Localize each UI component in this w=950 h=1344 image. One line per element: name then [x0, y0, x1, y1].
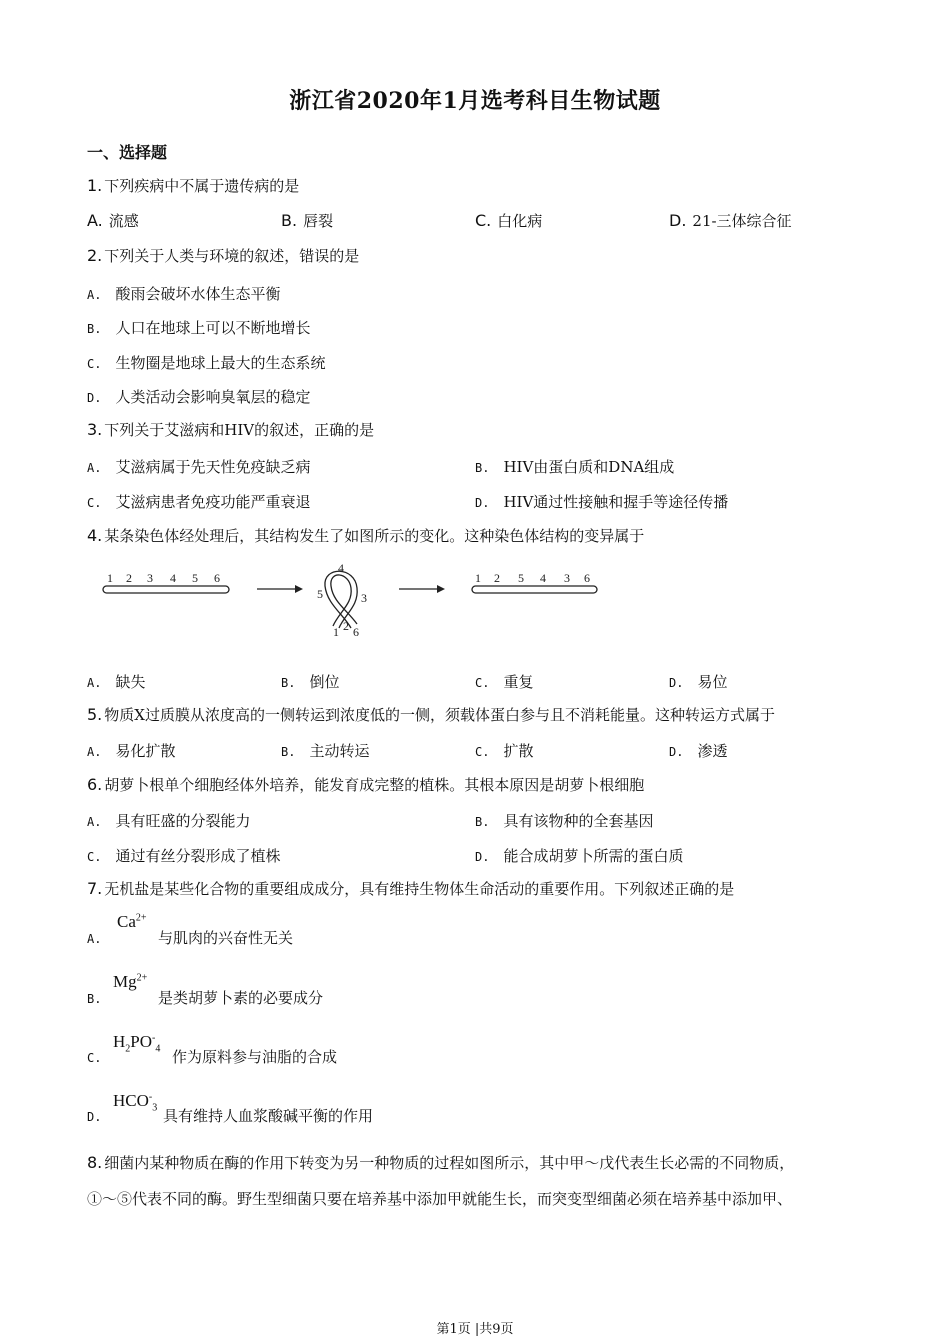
gene-label: 2 [343, 619, 349, 633]
option-letter: D. [475, 850, 490, 864]
q2-option-a [87, 283, 280, 304]
gene-label: 3 [361, 591, 367, 605]
question-number: 1. [87, 176, 103, 195]
option-letter: A. [87, 676, 102, 690]
option-text: 具有该物种的全套基因 [503, 812, 654, 830]
option-letter: C. [87, 357, 102, 371]
gene-label: 5 [192, 571, 198, 585]
chromosome-loop [317, 561, 367, 638]
option-text: 白化病 [497, 212, 543, 230]
option-text: 重复 [503, 673, 534, 691]
q1-option-d [669, 210, 792, 231]
section-heading: 一、选择题 [87, 143, 168, 162]
q5-option-b [281, 740, 369, 761]
gene-label: 1 [475, 571, 481, 585]
q4-option-b [281, 671, 339, 692]
gene-label: 4 [170, 571, 176, 585]
option-letter: D. [669, 211, 687, 230]
question-5 [87, 704, 775, 725]
q1-option-c [475, 210, 542, 231]
q4-option-a [87, 671, 145, 692]
q5-option-a [87, 740, 175, 761]
q7-option-b-text: 是类胡萝卜素的必要成分 [158, 989, 324, 1007]
option-text: 易位 [697, 673, 728, 691]
option-text: 扩散 [503, 742, 534, 760]
option-letter: A. [87, 745, 102, 759]
q1-option-a [87, 210, 139, 231]
option-text: HIV由蛋白质和DNA组成 [503, 458, 675, 476]
question-7 [87, 878, 734, 899]
gene-label: 1 [107, 571, 113, 585]
q3-option-b [475, 456, 674, 477]
q4-option-c [475, 671, 533, 692]
question-1 [87, 175, 299, 196]
q7-option-d-text: 具有维持人血浆酸碱平衡的作用 [163, 1107, 374, 1125]
option-text: HIV通过性接触和握手等途径传播 [503, 493, 729, 511]
option-letter: B. [475, 461, 490, 475]
option-text: 易化扩散 [115, 742, 176, 760]
q7-option-a-text: 与肌肉的兴奋性无关 [158, 929, 294, 947]
option-text: 唇裂 [303, 212, 334, 230]
q7-option-c-letter: C. [87, 1051, 102, 1065]
option-letter: B. [281, 211, 298, 230]
q6-option-c [87, 845, 280, 866]
gene-label: 1 [333, 625, 339, 638]
bicarbonate-formula: $HCO^-_3$ [113, 1091, 158, 1114]
formula-base: Mg [113, 972, 137, 991]
option-letter: D. [475, 496, 490, 510]
question-stem: 无机盐是某些化合物的重要组成成分，具有维持生物体生命活动的重要作用。下列叙述正确的是 [104, 880, 735, 898]
chromosome-inversion-diagram [95, 558, 615, 638]
q6-option-d [475, 845, 683, 866]
gene-label: 2 [494, 571, 500, 585]
option-text: 能合成胡萝卜所需的蛋白质 [503, 847, 684, 865]
option-letter: A. [87, 461, 102, 475]
formula-sup: 2+ [136, 972, 148, 984]
calcium-ion-formula [117, 912, 147, 932]
option-letter: A. [87, 815, 102, 829]
question-stem-line-1: 细菌内某种物质在酶的作用下转变为另一种物质的过程如图所示，其中甲～戊代表生长必需的不同物质， [104, 1154, 795, 1172]
option-text: 渗透 [697, 742, 728, 760]
gene-label: 3 [564, 571, 570, 585]
option-text: 21-三体综合征 [692, 212, 792, 230]
option-letter: A. [87, 211, 103, 230]
option-text: 主动转运 [309, 742, 370, 760]
q7-option-a-letter: A. [87, 932, 102, 946]
formula-base: Ca [117, 912, 136, 931]
question-stem: 下列关于人类与环境的叙述，错误的是 [104, 247, 360, 265]
question-number: 3. [87, 420, 103, 439]
option-text: 流感 [108, 212, 139, 230]
gene-label: 2 [126, 571, 132, 585]
question-number: 5. [87, 705, 103, 724]
question-2 [87, 245, 359, 266]
q7-option-d-letter: D. [87, 1110, 102, 1124]
option-letter: B. [87, 322, 102, 336]
gene-label: 5 [317, 587, 323, 601]
q3-option-a [87, 456, 310, 477]
q7-option-b-letter: B. [87, 992, 102, 1006]
formula-sup: 2+ [135, 912, 147, 924]
option-text: 酸雨会破坏水体生态平衡 [115, 285, 281, 303]
q1-option-b [281, 210, 333, 231]
page-footer: 第1页 |共9页 [436, 1322, 514, 1337]
question-number: 8. [87, 1153, 103, 1172]
option-letter: C. [87, 496, 102, 510]
option-letter: B. [281, 745, 296, 759]
q2-option-b [87, 317, 310, 338]
dihydrogen-phosphate-formula: $H_2PO^-_4$ [113, 1032, 161, 1055]
option-text: 缺失 [115, 673, 146, 691]
question-number: 7. [87, 879, 103, 898]
arrow-right-icon [257, 585, 303, 593]
magnesium-ion-formula [113, 972, 147, 992]
question-stem: 下列关于艾滋病和HIV的叙述，正确的是 [104, 421, 375, 439]
option-letter: D. [87, 391, 102, 405]
q5-option-c [475, 740, 533, 761]
option-letter: A. [87, 288, 102, 302]
question-3 [87, 419, 374, 440]
option-letter: D. [669, 676, 684, 690]
gene-label: 3 [147, 571, 153, 585]
gene-label: 4 [540, 571, 546, 585]
question-6 [87, 774, 644, 795]
option-text: 艾滋病属于先天性免疫缺乏病 [115, 458, 311, 476]
question-number: 6. [87, 775, 103, 794]
option-letter: B. [475, 815, 490, 829]
option-text: 人口在地球上可以不断地增长 [115, 319, 311, 337]
q7-option-c-text: 作为原料参与油脂的合成 [172, 1048, 338, 1066]
gene-label: 5 [518, 571, 524, 585]
option-text: 通过有丝分裂形成了植株 [115, 847, 281, 865]
option-text: 艾滋病患者免疫功能严重衰退 [115, 493, 311, 511]
option-text: 具有旺盛的分裂能力 [115, 812, 251, 830]
option-text: 生物圈是地球上最大的生态系统 [115, 354, 326, 372]
question-number: 4. [87, 526, 103, 545]
question-8-line-2: ①～⑤代表不同的酶。野生型细菌只要在培养基中添加甲就能生长，而突变型细菌必须在培养基中添加甲、 [87, 1190, 793, 1208]
option-text: 倒位 [309, 673, 340, 691]
question-stem: 物质X过质膜从浓度高的一侧转运到浓度低的一侧，须载体蛋白参与且不消耗能量。这种转运方式属于 [104, 706, 775, 724]
q6-option-a [87, 810, 250, 831]
question-stem: 某条染色体经处理后，其结构发生了如图所示的变化。这种染色体结构的变异属于 [104, 527, 645, 545]
option-letter: B. [281, 676, 296, 690]
gene-label: 6 [353, 625, 359, 638]
gene-label: 6 [214, 571, 220, 585]
option-text: 人类活动会影响臭氧层的稳定 [115, 388, 311, 406]
question-4 [87, 525, 644, 546]
question-stem: 下列疾病中不属于遗传病的是 [104, 177, 300, 195]
q3-option-c [87, 491, 310, 512]
page-title: 浙江省2020年1月选考科目生物试题 [289, 88, 661, 114]
option-letter: C. [475, 676, 490, 690]
q2-option-c [87, 352, 325, 373]
question-number: 2. [87, 246, 103, 265]
gene-label: 4 [338, 561, 344, 575]
arrow-right-icon [399, 585, 445, 593]
option-letter: C. [475, 745, 490, 759]
q2-option-d [87, 386, 310, 407]
question-8 [87, 1152, 794, 1173]
option-letter: C. [87, 850, 102, 864]
chromosome-after [472, 571, 597, 593]
q5-option-d [669, 740, 727, 761]
q4-option-d [669, 671, 727, 692]
option-letter: C. [475, 211, 492, 230]
q3-option-d [475, 491, 728, 512]
option-letter: D. [669, 745, 684, 759]
chromosome-before [103, 571, 229, 593]
gene-label: 6 [584, 571, 590, 585]
q6-option-b [475, 810, 653, 831]
question-stem: 胡萝卜根单个细胞经体外培养，能发育成完整的植株。其根本原因是胡萝卜根细胞 [104, 776, 645, 794]
